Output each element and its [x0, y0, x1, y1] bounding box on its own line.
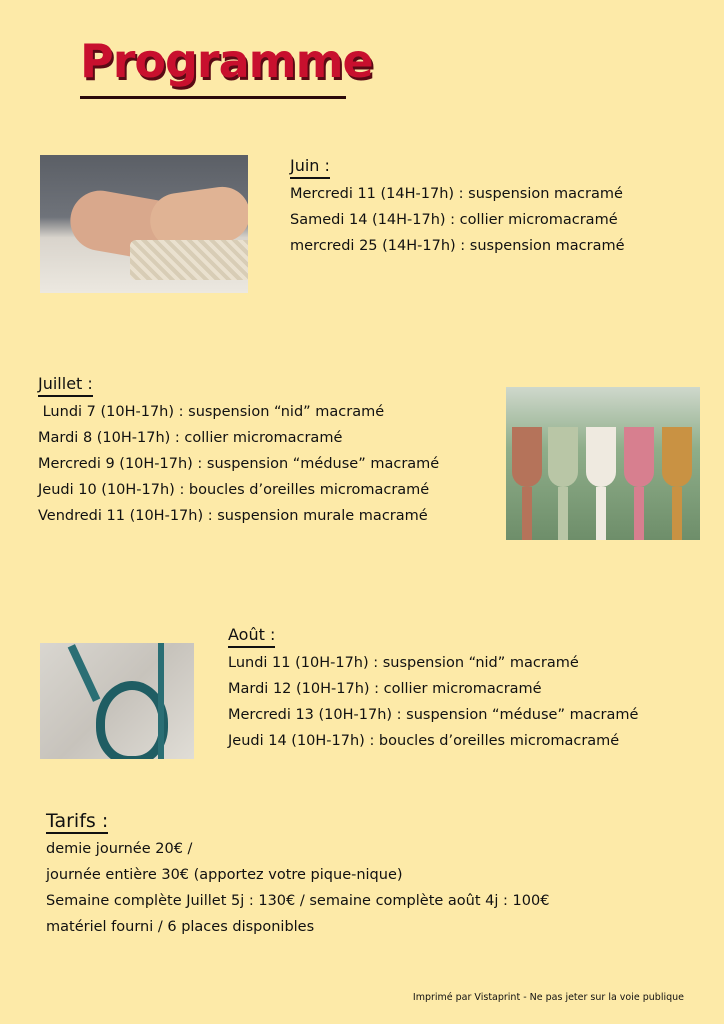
- aout-line: Mercredi 13 (10H-17h) : suspension “méduse” macramé: [228, 707, 639, 723]
- juin-line: Mercredi 11 (14H-17h) : suspension macramé: [290, 186, 623, 202]
- juillet-section: [38, 372, 439, 529]
- tarifs-section: [46, 810, 549, 940]
- aout-line: Mardi 12 (10H-17h) : collier micromacramé: [228, 681, 542, 697]
- tarifs-heading: Tarifs :: [46, 810, 109, 832]
- aout-heading: Août :: [228, 624, 275, 648]
- micromacrame-pendant-photo: [40, 643, 194, 759]
- aout-section: [228, 623, 638, 754]
- juin-line: mercredi 25 (14H-17h) : suspension macramé: [290, 238, 625, 254]
- tarifs-line: demie journée 20€ /: [46, 841, 193, 857]
- juillet-line: Jeudi 10 (10H-17h) : boucles d’oreilles micromacramé: [38, 482, 430, 498]
- juillet-line: Vendredi 11 (10H-17h) : suspension murale macramé: [38, 508, 428, 524]
- juillet-line: Mercredi 9 (10H-17h) : suspension “méduse” macramé: [38, 456, 440, 472]
- juin-heading: Juin :: [290, 155, 330, 179]
- tarifs-line: Semaine complète Juillet 5j : 130€ / semaine complète août 4j : 100€: [46, 893, 550, 909]
- tarifs-line: journée entière 30€ (apportez votre pique-nique): [46, 867, 403, 883]
- aout-line: Lundi 11 (10H-17h) : suspension “nid” macramé: [228, 655, 579, 671]
- juillet-heading: Juillet :: [38, 373, 93, 397]
- juillet-line: Lundi 7 (10H-17h) : suspension “nid” macramé: [38, 404, 385, 420]
- page-title: Programme: [80, 34, 373, 88]
- hanging-planters-photo: [506, 387, 700, 540]
- aout-line: Jeudi 14 (10H-17h) : boucles d’oreilles micromacramé: [228, 733, 620, 749]
- juin-line: Samedi 14 (14H-17h) : collier micromacramé: [290, 212, 618, 228]
- title-underline: [80, 96, 346, 99]
- tarifs-line: matériel fourni / 6 places disponibles: [46, 919, 315, 935]
- macrame-hands-photo: [40, 155, 248, 293]
- footer-note: Imprimé par Vistaprint - Ne pas jeter sur la voie publique: [412, 992, 684, 1003]
- juillet-line: Mardi 8 (10H-17h) : collier micromacramé: [38, 430, 343, 446]
- juin-section: [290, 154, 625, 259]
